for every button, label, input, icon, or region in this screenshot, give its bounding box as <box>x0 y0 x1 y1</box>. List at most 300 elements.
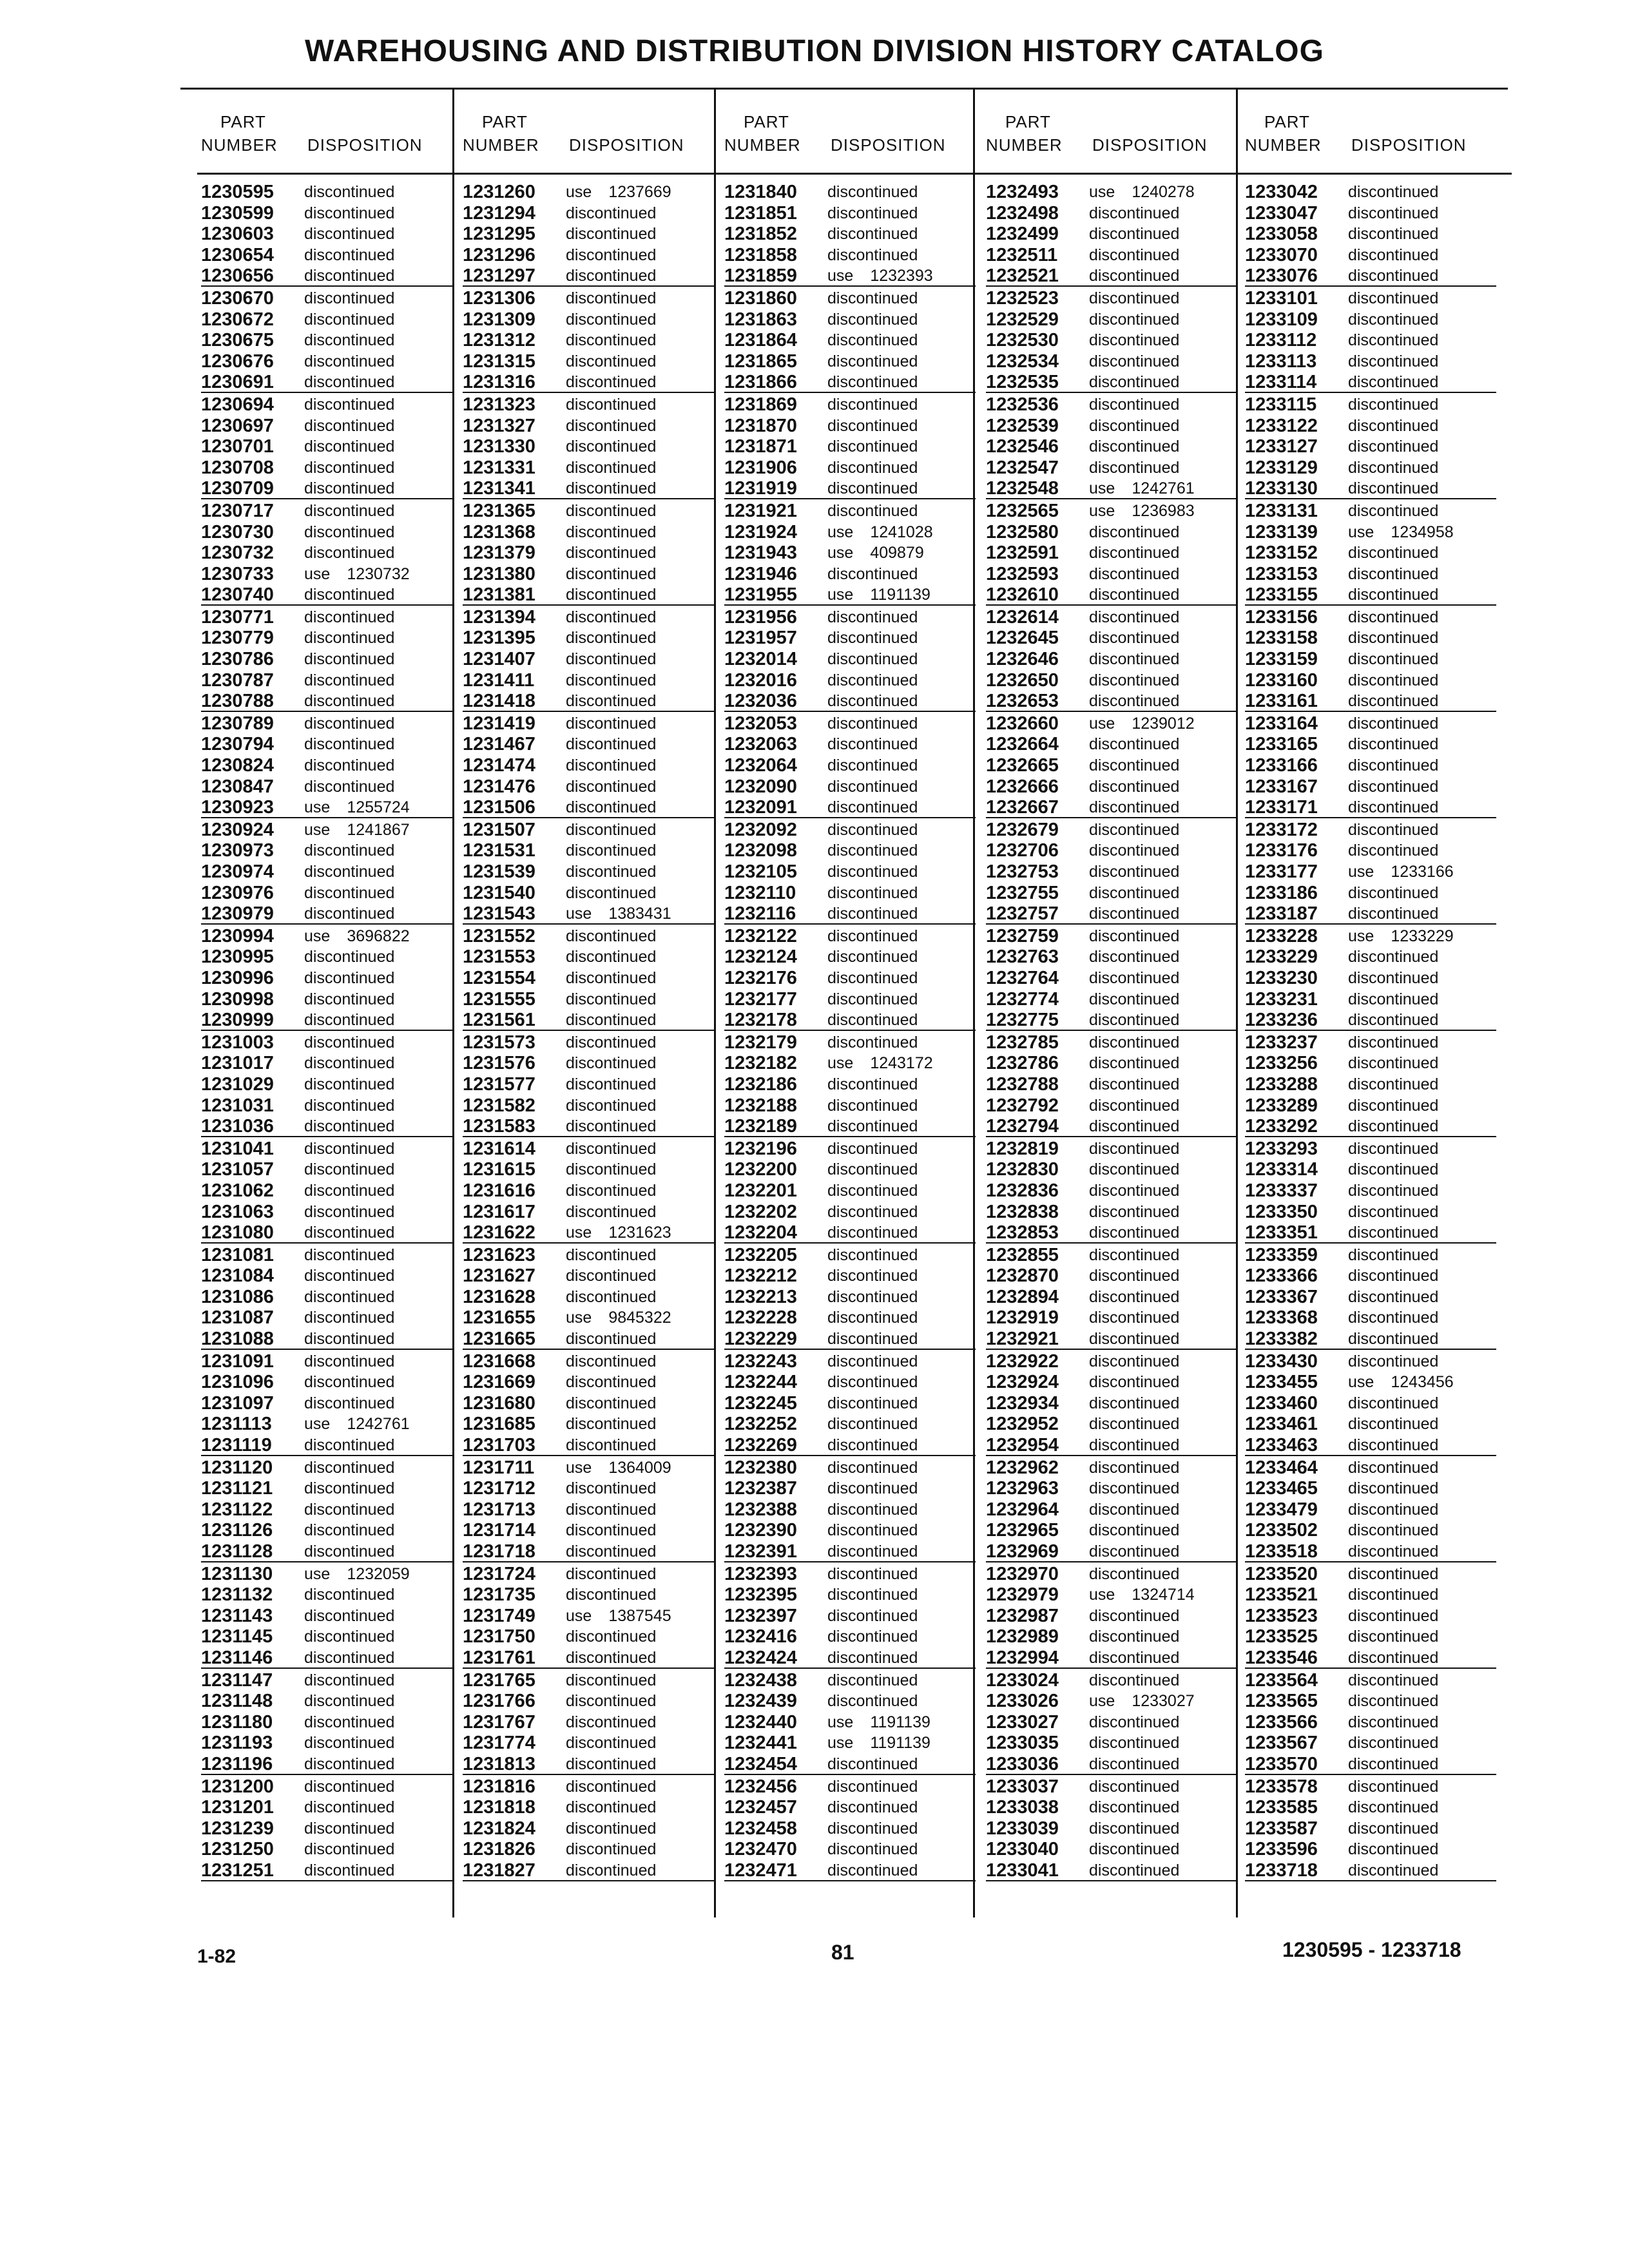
table-row <box>463 202 714 223</box>
disposition-text: discontinued <box>304 1586 395 1604</box>
table-row <box>201 1583 452 1604</box>
disposition <box>1089 1203 1179 1222</box>
disposition <box>1348 417 1438 436</box>
table-row <box>1245 1179 1496 1200</box>
disposition-text: discontinued <box>566 1436 657 1455</box>
part-number: 1231871 <box>724 436 797 457</box>
disposition-text: discontinued <box>566 204 657 222</box>
table-row <box>463 1540 714 1562</box>
part-number: 1232252 <box>724 1414 797 1435</box>
disposition-text: discontinued <box>1348 373 1439 392</box>
table-row <box>1245 1498 1496 1519</box>
disposition-text: use <box>1089 501 1115 520</box>
table-row <box>463 456 714 477</box>
part-number: 1231553 <box>463 947 535 968</box>
disposition <box>1348 927 1454 946</box>
part-number: 1231143 <box>201 1605 273 1626</box>
disposition-text: discontinued <box>1348 289 1439 307</box>
part-number: 1233237 <box>1245 1032 1318 1053</box>
table-row <box>201 1731 452 1753</box>
disposition-text: discontinued <box>304 331 395 350</box>
disposition-text: discontinued <box>1348 245 1439 264</box>
disposition <box>1089 990 1179 1009</box>
disposition-text: discontinued <box>566 1777 657 1796</box>
disposition-text: discontinued <box>566 416 657 435</box>
part-number: 1231368 <box>463 521 535 543</box>
part-number: 1232523 <box>986 287 1059 309</box>
disposition-text: discontinued <box>827 1415 918 1434</box>
disposition-text: discontinued <box>1089 1330 1180 1349</box>
disposition-text: discontinued <box>827 1458 918 1477</box>
table-row <box>986 583 1237 606</box>
part-number: 1232200 <box>724 1159 797 1180</box>
disposition <box>304 1436 394 1455</box>
disposition-text: discontinued <box>304 1671 395 1689</box>
disposition <box>1089 1309 1179 1327</box>
part-number: 1231824 <box>463 1818 535 1839</box>
disposition <box>1089 1798 1179 1817</box>
part-number: 1233565 <box>1245 1691 1318 1712</box>
table-row <box>201 881 452 903</box>
part-number: 1230794 <box>201 734 274 755</box>
part-number: 1233567 <box>1245 1733 1318 1754</box>
disposition <box>827 523 933 542</box>
page-title: WAREHOUSING AND DISTRIBUTION DIVISION HISTORY CATALOG <box>305 34 1324 68</box>
table-row <box>463 818 714 840</box>
disposition-text: discontinued <box>827 373 918 392</box>
disposition <box>1348 778 1438 796</box>
disposition-text: discontinued <box>1348 1586 1439 1604</box>
table-row <box>463 414 714 436</box>
replacement-part: 1233166 <box>1391 863 1454 881</box>
table-row <box>986 1562 1237 1584</box>
disposition-text: discontinued <box>1348 948 1439 966</box>
disposition-text: discontinued <box>304 1352 395 1370</box>
part-number: 1232894 <box>986 1286 1059 1307</box>
part-number: 1231816 <box>463 1776 535 1797</box>
disposition-text: discontinued <box>827 352 918 370</box>
disposition-text: discontinued <box>1089 1287 1180 1306</box>
disposition-text: discontinued <box>1348 820 1439 839</box>
table-row <box>201 1562 452 1584</box>
disposition-text: discontinued <box>1348 629 1439 648</box>
disposition <box>1089 1459 1179 1477</box>
disposition-text: discontinued <box>1089 458 1180 477</box>
part-number: 1233463 <box>1245 1435 1318 1456</box>
part-number: 1231146 <box>201 1647 273 1668</box>
disposition <box>1348 1542 1438 1561</box>
disposition <box>304 1394 394 1413</box>
disposition-text: discontinued <box>827 1819 918 1838</box>
disposition-text: discontinued <box>827 1267 918 1285</box>
part-number: 1233156 <box>1245 606 1318 628</box>
part-number: 1232177 <box>724 988 797 1010</box>
disposition-text: discontinued <box>1089 416 1180 435</box>
table-row <box>986 264 1237 287</box>
part-number: 1231957 <box>724 628 797 649</box>
part-number: 1233465 <box>1245 1478 1318 1499</box>
table-row <box>1245 1669 1496 1690</box>
disposition-text: discontinued <box>566 373 657 392</box>
disposition <box>304 1330 394 1349</box>
disposition <box>1348 821 1438 840</box>
part-number: 1231863 <box>724 309 797 330</box>
disposition-text: discontinued <box>827 629 918 648</box>
table-row <box>463 775 714 796</box>
disposition <box>1348 544 1438 562</box>
table-row <box>463 1221 714 1244</box>
part-number: 1231395 <box>463 628 535 649</box>
disposition-text: use <box>1089 714 1115 733</box>
part-number: 1232539 <box>986 415 1059 436</box>
disposition <box>1089 246 1179 265</box>
part-number: 1233042 <box>1245 182 1318 202</box>
disposition <box>566 1054 656 1073</box>
disposition <box>827 1436 918 1455</box>
table-row <box>1245 733 1496 754</box>
disposition <box>827 1521 918 1540</box>
table-row <box>463 350 714 371</box>
table-row <box>463 648 714 669</box>
disposition-text: discontinued <box>1089 1777 1180 1796</box>
part-number: 1232090 <box>724 776 797 797</box>
table-row <box>1245 202 1496 223</box>
disposition <box>827 1542 918 1561</box>
table-row <box>986 1477 1237 1498</box>
table-row <box>986 860 1237 881</box>
part-number: 1230697 <box>201 415 274 436</box>
disposition <box>304 1246 394 1265</box>
disposition <box>566 715 656 733</box>
disposition <box>304 1542 394 1561</box>
table-row <box>201 329 452 350</box>
disposition <box>304 1649 394 1667</box>
part-number: 1231851 <box>724 202 797 224</box>
part-number: 1233337 <box>1245 1180 1318 1201</box>
table-row <box>201 839 452 860</box>
part-number: 1233587 <box>1245 1818 1318 1839</box>
table-row <box>1245 1412 1496 1434</box>
table-row <box>1245 1625 1496 1646</box>
header-part: PART <box>482 112 528 131</box>
part-number: 1232438 <box>724 1669 797 1691</box>
disposition <box>1348 629 1438 648</box>
disposition-text: discontinued <box>827 990 918 1008</box>
disposition-text: discontinued <box>304 841 395 860</box>
disposition <box>566 1011 656 1030</box>
table-row <box>724 1859 976 1881</box>
part-number: 1233139 <box>1245 521 1318 543</box>
table-row <box>463 1094 714 1115</box>
table-row <box>1245 860 1496 881</box>
disposition-text: discontinued <box>827 1287 918 1306</box>
disposition-text: discontinued <box>304 1033 395 1052</box>
disposition <box>827 331 918 350</box>
disposition <box>304 1054 394 1073</box>
disposition <box>566 692 656 711</box>
part-number: 1232380 <box>724 1457 797 1478</box>
disposition <box>827 225 918 244</box>
part-number: 1232498 <box>986 202 1059 224</box>
table-row <box>463 541 714 562</box>
table-row <box>986 1859 1237 1881</box>
disposition-text: discontinued <box>566 735 657 754</box>
part-number: 1232788 <box>986 1073 1059 1095</box>
disposition-text: discontinued <box>304 225 395 244</box>
disposition <box>827 1352 918 1371</box>
disposition-text: discontinued <box>1089 1181 1180 1200</box>
disposition <box>566 1542 656 1561</box>
table-row <box>1245 1285 1496 1307</box>
disposition-text: discontinued <box>1089 968 1180 987</box>
disposition-text: discontinued <box>304 1330 395 1349</box>
disposition-text: discontinued <box>304 608 395 626</box>
disposition-text: discontinued <box>827 968 918 987</box>
part-number: 1233525 <box>1245 1626 1318 1648</box>
disposition-text: discontinued <box>1348 1840 1439 1859</box>
disposition-text: discontinued <box>827 416 918 435</box>
disposition <box>1089 1692 1195 1711</box>
table-row <box>1245 1370 1496 1392</box>
disposition <box>1089 1521 1179 1540</box>
disposition-text: discontinued <box>1348 968 1439 987</box>
disposition-text: discontinued <box>304 948 395 966</box>
part-number: 1232954 <box>986 1435 1059 1456</box>
part-number: 1231582 <box>463 1095 535 1116</box>
disposition <box>1089 1054 1179 1073</box>
disposition <box>827 1415 918 1434</box>
table-row <box>463 796 714 818</box>
disposition <box>1089 1607 1179 1626</box>
disposition <box>304 1288 394 1307</box>
part-number: 1231539 <box>463 861 535 882</box>
part-number: 1233177 <box>1245 861 1318 882</box>
table-row <box>1245 669 1496 690</box>
disposition <box>1089 479 1195 498</box>
disposition-text: discontinued <box>566 1819 657 1838</box>
disposition <box>566 1649 656 1667</box>
table-row <box>201 648 452 669</box>
table-row <box>463 1327 714 1350</box>
table-row <box>986 1244 1237 1265</box>
disposition <box>1348 373 1438 392</box>
table-row <box>1245 1137 1496 1158</box>
disposition-text: discontinued <box>1089 395 1180 414</box>
part-number: 1232397 <box>724 1605 797 1626</box>
part-number: 1232963 <box>986 1478 1059 1499</box>
table-row <box>986 1646 1237 1669</box>
part-number: 1231180 <box>201 1711 273 1733</box>
part-number: 1231418 <box>463 691 535 712</box>
part-number: 1233127 <box>1245 436 1318 457</box>
disposition <box>304 671 394 690</box>
disposition <box>304 396 394 414</box>
table-row <box>724 1583 976 1604</box>
disposition <box>827 821 918 840</box>
disposition-text: discontinued <box>827 1692 918 1711</box>
header-number: NUMBER <box>1245 135 1322 155</box>
part-number: 1232546 <box>986 436 1059 457</box>
part-number: 1231419 <box>463 713 535 734</box>
table-row <box>201 1859 452 1881</box>
table-row <box>201 393 452 414</box>
disposition-text: discontinued <box>1348 1202 1439 1221</box>
part-number: 1232124 <box>724 947 797 968</box>
disposition <box>827 544 924 562</box>
disposition <box>1089 884 1179 903</box>
disposition-text: discontinued <box>827 1373 918 1392</box>
disposition <box>1089 204 1179 223</box>
part-number: 1231531 <box>463 840 535 861</box>
disposition-text: discontinued <box>827 437 918 456</box>
part-number: 1231084 <box>201 1265 274 1287</box>
disposition-text: discontinued <box>566 1287 657 1306</box>
table-row <box>986 414 1237 436</box>
table-row <box>724 1477 976 1498</box>
header-disposition: DISPOSITION <box>1351 135 1467 155</box>
part-number: 1232014 <box>724 649 797 670</box>
disposition <box>566 1246 656 1265</box>
disposition-text: discontinued <box>566 479 657 498</box>
disposition <box>1089 1565 1179 1584</box>
part-number: 1233176 <box>1245 840 1318 861</box>
disposition <box>1348 1075 1438 1094</box>
disposition <box>1348 1755 1438 1774</box>
disposition-text: discontinued <box>304 458 395 477</box>
disposition <box>304 1160 394 1179</box>
disposition <box>827 841 918 860</box>
page-number: 81 <box>831 1941 854 1964</box>
disposition <box>566 267 656 285</box>
disposition-text: discontinued <box>1348 1819 1439 1838</box>
disposition <box>1089 267 1179 285</box>
part-number: 1230923 <box>201 797 274 818</box>
table-row <box>986 1392 1237 1413</box>
disposition-text: discontinued <box>304 990 395 1008</box>
disposition <box>1348 246 1438 265</box>
disposition-text: discontinued <box>304 544 395 562</box>
disposition <box>1348 692 1438 711</box>
disposition-text: discontinued <box>566 586 657 604</box>
disposition <box>566 1820 656 1838</box>
table-row <box>201 1008 452 1031</box>
part-number: 1232870 <box>986 1265 1059 1287</box>
disposition <box>566 396 656 414</box>
table-row <box>986 1519 1237 1540</box>
part-number: 1233523 <box>1245 1605 1318 1626</box>
footer-edition: 1-82 <box>197 1946 236 1967</box>
table-row <box>1245 712 1496 733</box>
part-number: 1232245 <box>724 1392 797 1414</box>
disposition-text: discontinued <box>827 331 918 350</box>
table-row <box>463 925 714 946</box>
disposition <box>1089 1373 1179 1392</box>
part-number: 1232922 <box>986 1350 1059 1372</box>
disposition <box>827 1798 918 1817</box>
disposition-text: discontinued <box>1089 990 1180 1008</box>
disposition <box>566 502 656 521</box>
part-number: 1232458 <box>724 1818 797 1839</box>
table-row <box>1245 1540 1496 1562</box>
disposition-text: discontinued <box>1348 1181 1439 1200</box>
disposition <box>304 778 394 796</box>
disposition <box>827 459 918 477</box>
table-row <box>463 1392 714 1413</box>
disposition <box>566 821 656 840</box>
disposition <box>827 778 918 796</box>
table-row <box>986 521 1237 542</box>
disposition <box>1089 373 1179 392</box>
column-divider <box>714 88 716 1917</box>
disposition <box>566 798 656 817</box>
disposition-text: use <box>304 1564 331 1583</box>
table-row <box>201 1350 452 1371</box>
part-number: 1231766 <box>463 1691 535 1712</box>
disposition-text: discontinued <box>1348 564 1439 583</box>
disposition-text: discontinued <box>566 289 657 307</box>
disposition-text: discontinued <box>1348 1861 1439 1879</box>
part-number: 1232228 <box>724 1307 797 1329</box>
disposition-text: discontinued <box>1089 373 1180 392</box>
disposition <box>1348 1394 1438 1413</box>
part-number: 1231712 <box>463 1478 535 1499</box>
disposition-text: discontinued <box>566 1648 657 1667</box>
table-row <box>463 712 714 733</box>
disposition-text: discontinued <box>566 798 657 817</box>
disposition <box>1348 1713 1438 1732</box>
disposition-text: discontinued <box>304 1287 395 1306</box>
table-row <box>724 393 976 414</box>
disposition-text: discontinued <box>1348 437 1439 456</box>
disposition-text: discontinued <box>304 1181 395 1200</box>
disposition <box>1348 650 1438 669</box>
disposition <box>304 331 394 350</box>
part-number: 1232063 <box>724 734 797 755</box>
disposition-text: discontinued <box>1089 1542 1180 1561</box>
table-row <box>463 583 714 606</box>
disposition <box>304 1309 394 1327</box>
disposition <box>304 1182 394 1200</box>
part-number: 1232794 <box>986 1116 1059 1137</box>
table-row <box>986 1711 1237 1732</box>
disposition-text: discontinued <box>827 1139 918 1158</box>
table-row <box>724 1625 976 1646</box>
disposition <box>827 417 918 436</box>
table-row <box>986 1689 1237 1711</box>
part-number: 1233521 <box>1245 1584 1318 1606</box>
disposition <box>1348 798 1438 817</box>
table-row <box>986 733 1237 754</box>
disposition-text: discontinued <box>1089 1436 1180 1455</box>
disposition <box>827 863 918 881</box>
part-number: 1231132 <box>201 1584 273 1606</box>
part-number: 1232786 <box>986 1053 1059 1074</box>
disposition <box>566 331 656 350</box>
part-number: 1233585 <box>1245 1797 1318 1818</box>
disposition <box>1348 1459 1438 1477</box>
part-number: 1232763 <box>986 947 1059 968</box>
part-number: 1231860 <box>724 287 797 309</box>
disposition-text: discontinued <box>1348 416 1439 435</box>
disposition <box>566 1692 656 1711</box>
table-row <box>986 945 1237 966</box>
table-row <box>724 1817 976 1838</box>
part-number: 1230998 <box>201 988 274 1010</box>
disposition-text: discontinued <box>566 863 657 881</box>
disposition-text: discontinued <box>304 586 395 604</box>
disposition-text: discontinued <box>566 1628 657 1646</box>
part-number: 1231113 <box>201 1414 272 1435</box>
